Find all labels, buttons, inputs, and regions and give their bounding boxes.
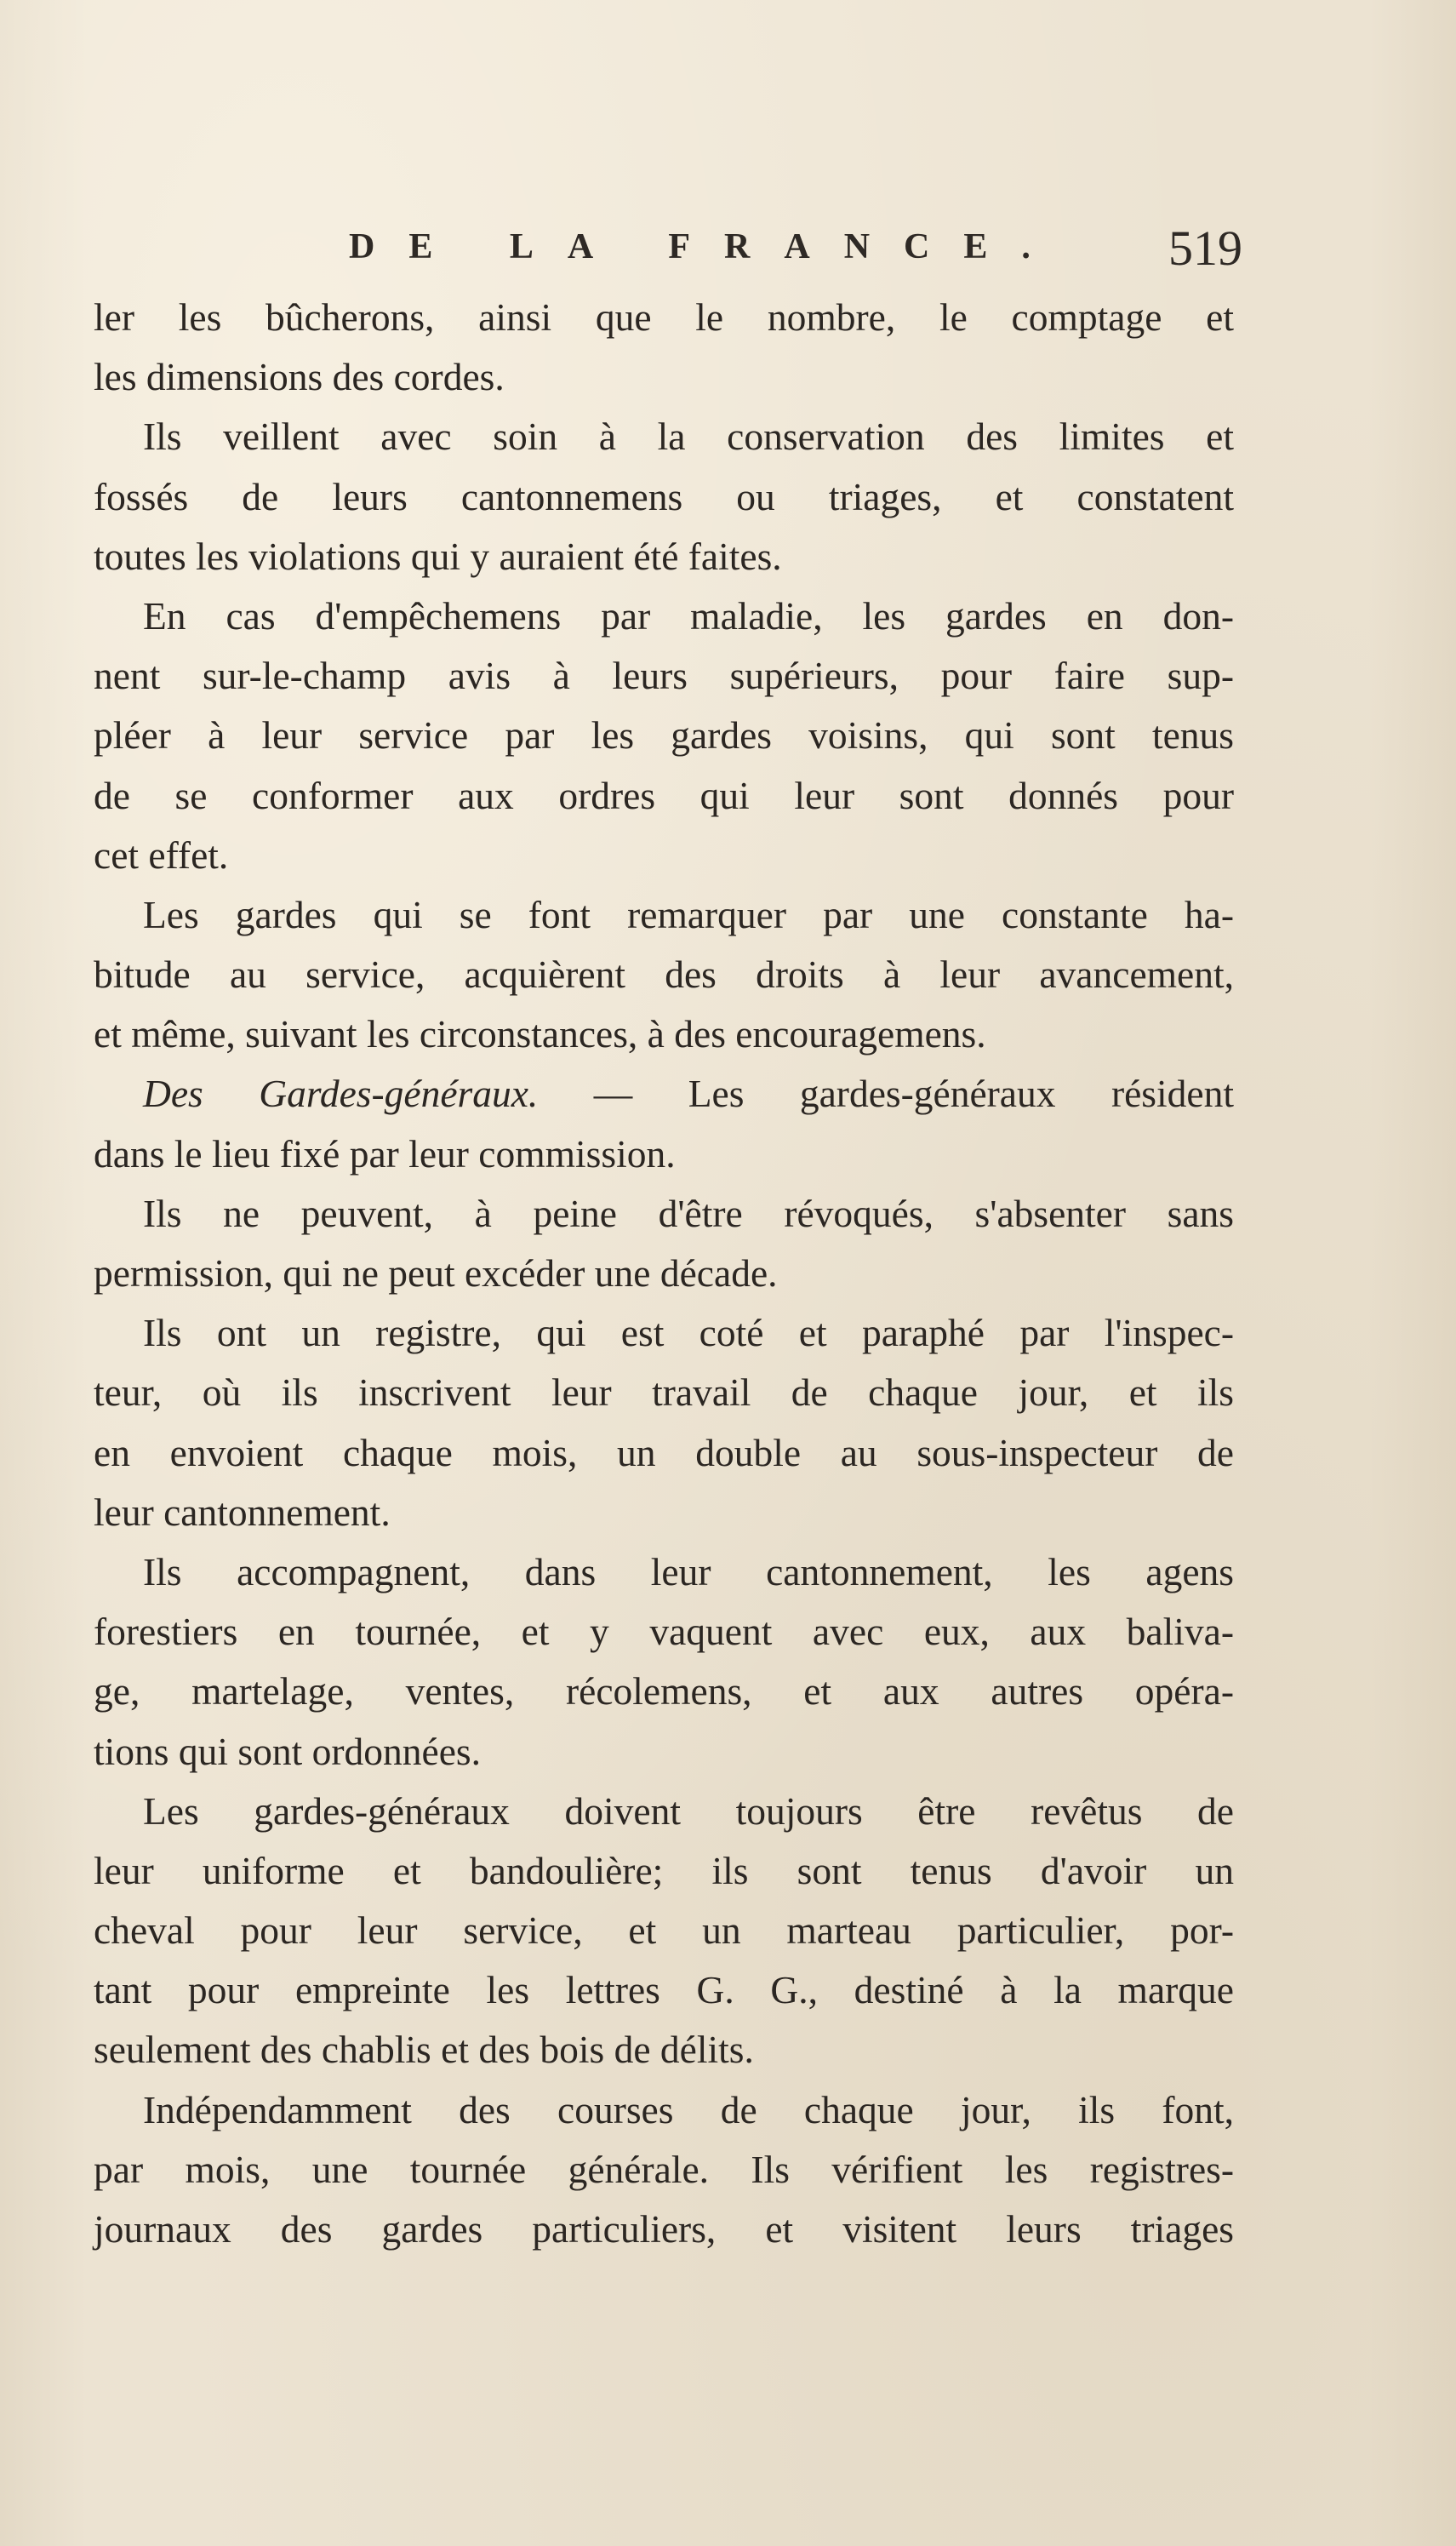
text-line: cet effet. <box>94 832 229 877</box>
text-line: ler les bûcherons, ainsi que le nombre, le comptage et <box>94 295 1234 339</box>
page-number: 519 <box>1168 220 1242 276</box>
text-line: Des Gardes-généraux. — Les gardes-généraux résident <box>143 1072 1234 1116</box>
text-line: Ils ne peuvent, à peine d'être révoqués, s'absenter sans <box>143 1191 1234 1235</box>
text-line: les dimensions des cordes. <box>94 355 505 399</box>
text-line: toutes les violations qui y auraient été faites. <box>94 534 782 578</box>
text-line: en envoient chaque mois, un double au sous-inspecteur de <box>94 1430 1234 1474</box>
text-line: ge, martelage, ventes, récolemens, et aux autres opéra- <box>94 1669 1234 1714</box>
running-head <box>94 220 1242 288</box>
text-line: pléer à leur service par les gardes voisins, qui sont tenus <box>94 713 1234 758</box>
text-line: fossés de leurs cantonnemens ou triages, et constatent <box>94 474 1234 518</box>
text-line: leur cantonnement. <box>94 1490 391 1534</box>
text-line: nent sur-le-champ avis à leurs supérieurs, pour faire sup- <box>94 654 1234 698</box>
text-line: de se conformer aux ordres qui leur sont donnés pour <box>94 773 1234 817</box>
body-text <box>94 288 1234 2259</box>
text-line: teur, où ils inscrivent leur travail de chaque jour, et ils <box>94 1370 1234 1415</box>
text-line: seulement des chablis et des bois de délits. <box>94 2028 754 2072</box>
text-line: Indépendamment des courses de chaque jour, ils font, <box>143 2087 1234 2131</box>
text-line: Ils ont un registre, qui est coté et paraphé par l'inspec- <box>143 1311 1234 1355</box>
book-page <box>94 220 1242 2259</box>
text-line: par mois, une tournée générale. Ils vérifient les registres- <box>94 2147 1234 2191</box>
section-heading: Des Gardes-généraux. <box>143 1072 539 1116</box>
text-line: permission, qui ne peut excéder une décade. <box>94 1251 778 1295</box>
text-line: dans le lieu fixé par leur commission. <box>94 1131 676 1176</box>
text-line: journaux des gardes particuliers, et visitent leurs triages <box>94 2207 1234 2251</box>
text-line: Ils accompagnent, dans leur cantonnement, les agens <box>143 1549 1234 1593</box>
text-line: En cas d'empêchemens par maladie, les gardes en don- <box>143 593 1234 638</box>
text-line: leur uniforme et bandoulière; ils sont tenus d'avoir un <box>94 1848 1234 1892</box>
text-line: cheval pour leur service, et un marteau particulier, por- <box>94 1908 1234 1953</box>
text-line: tant pour empreinte les lettres G. G., destiné à la marque <box>94 1968 1234 2012</box>
text-line: bitude au service, acquièrent des droits à leur avancement, <box>94 953 1234 997</box>
text-line: Les gardes-généraux doivent toujours être revêtus de <box>143 1788 1234 1833</box>
text-line: forestiers en tournée, et y vaquent avec eux, aux baliva- <box>94 1610 1234 1654</box>
running-title: DE LA FRANCE. <box>349 227 1065 266</box>
text-line: et même, suivant les circonstances, à des encouragemens. <box>94 1012 986 1056</box>
text-line: Les gardes qui se font remarquer par une constante ha- <box>143 892 1234 936</box>
text-line: Ils veillent avec soin à la conservation des limites et <box>143 415 1234 459</box>
text-line: tions qui sont ordonnées. <box>94 1729 481 1773</box>
